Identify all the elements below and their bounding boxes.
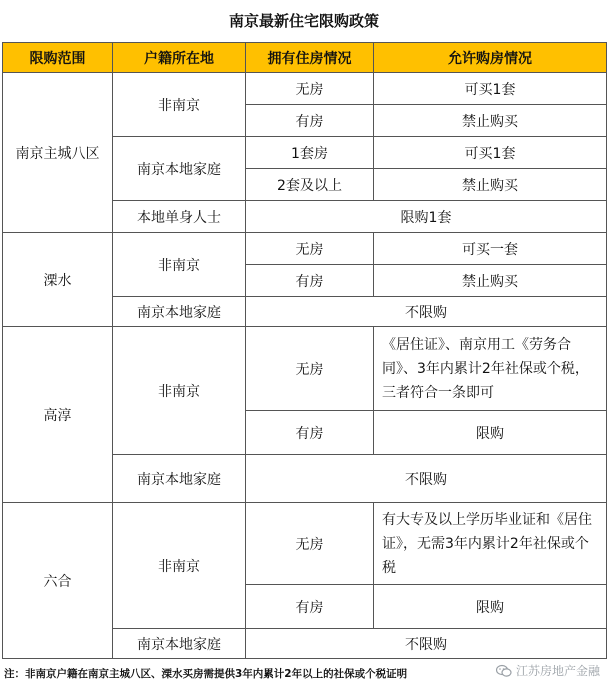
footnote: 注：非南京户籍在南京主城八区、溧水买房需提供3年内累计2年以上的社保或个税证明 [4, 668, 408, 680]
cell-allowed: 限购 [374, 411, 607, 455]
cell-allowed: 可买一套 [374, 233, 607, 265]
cell-hukou: 本地单身人士 [113, 201, 246, 233]
cell-allowed: 限购 [374, 585, 607, 629]
cell-scope: 南京主城八区 [3, 73, 113, 233]
cell-hukou: 南京本地家庭 [113, 297, 246, 327]
cell-housing: 无房 [246, 503, 374, 585]
cell-scope: 六合 [3, 503, 113, 659]
table-title: 南京最新住宅限购政策 [228, 12, 379, 30]
cell-allowed: 可买1套 [374, 73, 607, 105]
cell-housing: 有房 [246, 411, 374, 455]
cell-allowed: 禁止购买 [374, 169, 607, 201]
cell-allowed: 不限购 [246, 629, 607, 659]
cell-hukou: 非南京 [113, 503, 246, 629]
table-row [3, 73, 607, 105]
cell-housing: 有房 [246, 265, 374, 297]
cell-scope: 溧水 [3, 233, 113, 327]
header-scope: 限购范围 [3, 43, 113, 73]
table-row [3, 233, 607, 265]
cell-hukou: 南京本地家庭 [113, 455, 246, 503]
cell-hukou: 南京本地家庭 [113, 137, 246, 201]
cell-hukou: 非南京 [113, 233, 246, 297]
cell-housing: 有房 [246, 585, 374, 629]
wechat-icon [496, 664, 512, 678]
header-housing: 拥有住房情况 [246, 43, 374, 73]
header-row [3, 43, 607, 73]
watermark-text: 江苏房地产金融 [515, 664, 600, 678]
table-row [3, 327, 607, 411]
cell-allowed: 不限购 [246, 455, 607, 503]
cell-allowed: 禁止购买 [374, 105, 607, 137]
header-allowed: 允许购房情况 [374, 43, 607, 73]
cell-allowed: 《居住证》、南京用工《劳务合同》、3年内累计2年社保或个税，三者符合一条即可 [374, 327, 607, 411]
cell-housing: 无房 [246, 327, 374, 411]
cell-housing: 有房 [246, 105, 374, 137]
policy-table [2, 42, 607, 659]
cell-allowed: 不限购 [246, 297, 607, 327]
cell-allowed: 限购1套 [246, 201, 607, 233]
cell-allowed: 可买1套 [374, 137, 607, 169]
cell-allowed: 有大专及以上学历毕业证和《居住证》，无需3年内累计2年社保或个税 [374, 503, 607, 585]
cell-housing: 1套房 [246, 137, 374, 169]
cell-hukou: 非南京 [113, 327, 246, 455]
cell-housing: 2套及以上 [246, 169, 374, 201]
header-hukou: 户籍所在地 [113, 43, 246, 73]
cell-allowed: 禁止购买 [374, 265, 607, 297]
cell-hukou: 非南京 [113, 73, 246, 137]
cell-housing: 无房 [246, 73, 374, 105]
cell-scope: 高淳 [3, 327, 113, 503]
watermark [496, 662, 600, 679]
cell-hukou: 南京本地家庭 [113, 629, 246, 659]
cell-housing: 无房 [246, 233, 374, 265]
table-row [3, 503, 607, 585]
